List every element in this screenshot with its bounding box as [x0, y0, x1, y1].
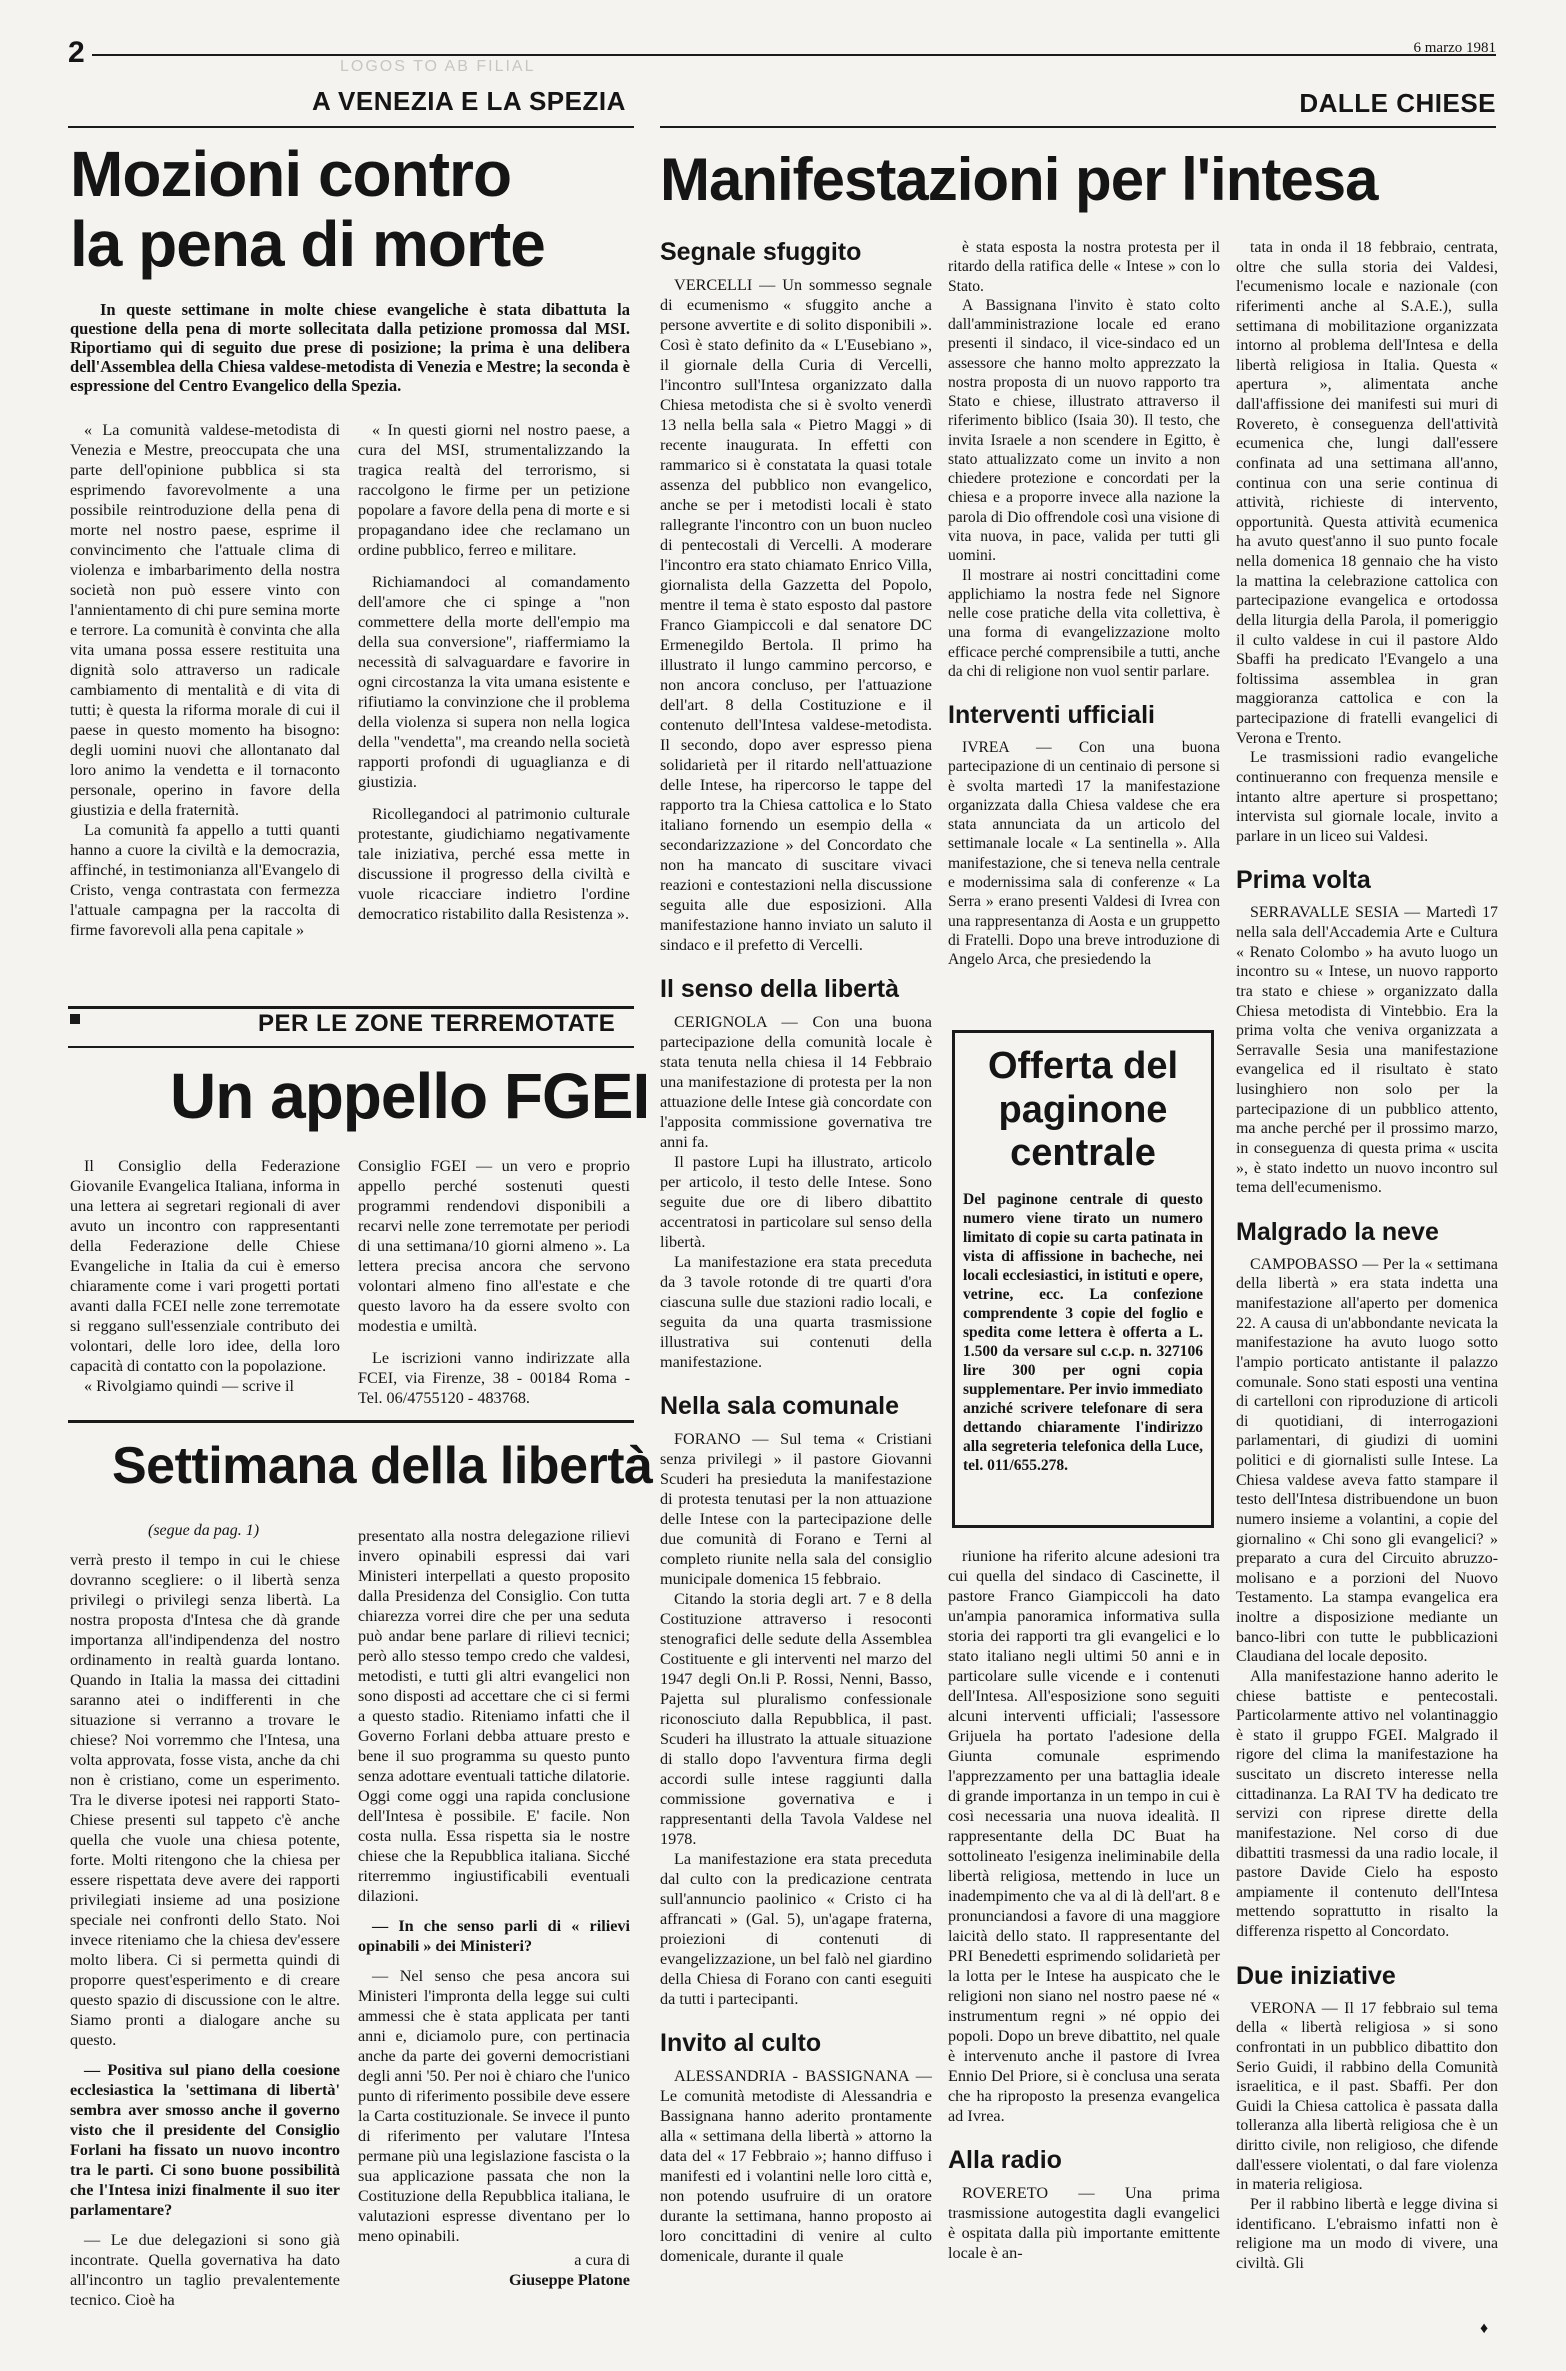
paragraph: IVREA — Con una buona partecipazione di un centinaio di persone si è svolta martedì 17 la manifestazione organizzata dalla Chiesa valdese che era stata annunciata da un articolo del settimanale locale « La sentinella ». Alla manifestazione, che si teneva nella centrale e modernissima sala di conferenze « La Serra » erano presenti Valdesi di Ivrea con una rappresentanza di Aosta e un gruppetto di Fratelli. Dopo una breve introduzione di Angelo Arca, che presiedendo la: [948, 739, 1220, 969]
paragraph: — In che senso parli di « rilievi opinabili » dei Ministeri?: [358, 1917, 630, 1955]
paragraph: Le iscrizioni vanno indirizzate alla FCEI, via Firenze, 38 - 00184 Roma - Tel. 06/4755120 - 483768.: [358, 1349, 630, 1407]
paragraph: VERCELLI — Un sommesso segnale di ecumenismo « sfuggito anche a persone avvertite e di solito disponibili ». Così è stato definito da « L'Eusebiano », il giornale della Curia di Vercelli, l'incontro sull'Intesa organizzato dalla Chiesa metodista che si è svolto venerdì 13 nella bella sala « Pietro Maggi » di recente inaugurata. In effetti con rammarico si è constatata la quasi totale assenza del pubblico non evangelico, anche se per i metodisti locali è stato rallegrante l'incontro con un buon nucleo di pentecostali di Vercelli. A moderare l'incontro era stato chiamato Enrico Villa, giornalista della Gazzetta del Popolo, mentre il tema è stato esposto dal pastore Franco Giampiccoli e dal senatore DC Ermenegildo Bertola. Il primo ha illustrato il lungo cammino percorso, e non ancora concluso, per l'attuazione dell'art. 8 della Costituzione e il contenuto dell'Intesa valdese-metodista. Il secondo, dopo aver espresso piena solidarietà per il ritardo nell'attuazione delle Intese, ha ripercorso le tappe del rapporto tra la Chiesa cattolica e lo Stato italiano fornendo un esempio della « secondarizzazione » del Concordato che non ha mancato di suscitare vivaci reazioni e contestazioni nella discussione seguita alle due esposizioni. Alla manifestazione hanno inviato un saluto il sindaco e il prefetto di Vercelli.: [660, 276, 932, 954]
paragraph: Il mostrare ai nostri concittadini come applichiamo la nostra fede nel Signore nelle cose pratiche della vita collettiva, è una forma di evangelizzazione molto efficace perché comprensibile a tutti, anche da chi di religione non vuol sentir parlare.: [948, 566, 1220, 680]
section-rule-left: [68, 126, 634, 128]
signature-pre: a cura di: [574, 2251, 630, 2269]
page-number: 2: [68, 36, 85, 69]
mozioni-title: [70, 138, 545, 280]
subheading: Segnale sfuggito: [660, 238, 862, 266]
subheading: Alla radio: [948, 2146, 1062, 2174]
paragraph: La manifestazione era stata preceduta da 3 tavole rotonde di tre quarti d'ora ciascuna sulle due stazioni radio locali, e seguita da una quarta trasmissione illustrativa sui contenuti della manifestazione.: [660, 1253, 932, 1371]
paragraph: FORANO — Sul tema « Cristiani senza privilegi » il pastore Giovanni Scuderi ha presieduta la manifestazione di protesta tenutasi per la non attuazione delle Intese con la partecipazione delle due comunità di Forano e Terni al completo riunite nella sala del consiglio municipale domenica 15 febbraio.: [660, 1430, 932, 1588]
settimana-rule: [68, 1420, 634, 1423]
mozioni-title-line2: la pena di morte: [70, 208, 545, 280]
signature: Giuseppe Platone: [509, 2271, 630, 2289]
mozioni-title-line1: Mozioni contro: [70, 138, 512, 210]
paragraph: Il pastore Lupi ha illustrato, articolo per articolo, il testo delle Intese. Sono seguite due ore di libero dibattito accentratosi in particolare sul senso della libertà.: [660, 1153, 932, 1251]
offerta-text: Del paginone centrale di questo numero viene tirato un numero limitato di copie su carta patinata in vista di affissione in bacheche, nei locali ecclesiastici, in istituti e opere, vetrine, ecc. La confezione comprendente 3 copie del foglio e spedita come lettera è offerta a L. 1.500 da versare sul c.c.p. n. 327106 lire 300 per ogni copia supplementare. Per invio immediato anziché scrivere telefonare di sera dettando chiaramente l'indirizzo alla segreteria telefonica della Luce, tel. 011/655.278.: [963, 1191, 1203, 1475]
terremotate-rule-2: [68, 1046, 634, 1048]
paragraph: — Nel senso che pesa ancora sui Ministeri l'impronta della legge sui culti ammessi che è stata applicata per tanti anni e, diciamolo pure, con pertinacia anche da parte dei governi democristiani degli anni '50. Per noi è chiaro che l'unico punto di riferimento possibile deve essere la Carta costituzionale. Se invece il punto di riferimento per valutare l'Intesa permane più una legislazione fascista o la sua applicazione passata che non la Costituzione della Repubblica italiana, le valutazioni espresse diventano per lo meno opinabili.: [358, 1967, 630, 2245]
ghost-text: LOGOS TO AB FILIAL: [340, 58, 536, 75]
paragraph: VERONA — Il 17 febbraio sul tema della « libertà religiosa » si sono confrontati in un pubblico dibattito don Serio Guidi, il rabbino della Comunità israelitica, e il past. Sbaffi. Per don Guidi la Chiesa cattolica è passata dalla tolleranza alla libertà religiosa che è un diritto civile, non religioso, che difende dall'essere violentati, o dal fare violenza in materia religiosa.: [1236, 1999, 1498, 2194]
paragraph: CAMPOBASSO — Per la « settimana della libertà » era stata indetta una manifestazione all'aperto per domenica 22. A causa di un'abbondante nevicata la manifestazione ha avuto luogo sotto l'ampio porticato antistante il palazzo comunale. Sono stati esposti una ventina di cartelloni con riproduzione di articoli di quotidiani, di interrogazioni parlamentari, di giudizi di uomini politici e di giornalisti sulle Intese. La Chiesa valdese aveva fatto stampare il testo dell'Intesa distribuendone un buon numero insieme a volantini, a copie del giornalino « Chi sono gli evangelici? » preparato a cura del Circuito abruzzo-molisano e a porzioni del Nuovo Testamento. La stampa evangelica era inoltre a disposizione mediante un banco-libri con tutte le pubblicazioni Claudiana del locale deposito.: [1236, 1255, 1498, 1666]
paragraph: riunione ha riferito alcune adesioni tra cui quella del sindaco di Cascinette, il pastore Franco Giampiccoli ha dato un'ampia panoramica informativa sulla storia dei rapporti tra gli evangelici e lo stato italiano negli ultimi 50 anni e in particolare sulle vicende e i contenuti dell'Intesa. All'esposizione sono seguiti alcuni interventi ufficiali; l'assessore Grijuela ha portato l'adesione della Giunta comunale esprimendo l'apprezzamento per una battaglia ideale di grande importanza in un tempo in cui è così necessaria una nuova idealità. Il rappresentante della DC Buat ha sottolineato l'esigenza ineliminabile della libertà religiosa, mettendo in luce un inadempimento che va al di là dell'art. 8 e pronunciandosi a favore di una maggiore laicità dello stato. Il rappresentante del PRI Benedetti esprimendo solidarietà per la lotta per le Intese ha auspicato che le religioni non siano nel nostro paese né « instrumentum regni » né oppio dei popoli. Dopo un breve dibattito, nel quale è intervenuto anche il pastore di Ivrea Ennio Del Priore, si è conclusa una serata che ha riproposto la presenza evangelica ad Ivrea.: [948, 1547, 1220, 2125]
paragraph: ROVERETO — Una prima trasmissione autogestita dagli evangelici è ospitata dalla più importante emittente locale è an-: [948, 2184, 1220, 2262]
terremotate-marker: [70, 1014, 80, 1024]
subheading: Nella sala comunale: [660, 1392, 900, 1420]
paragraph: verrà presto il tempo in cui le chiese dovranno scegliere: o il libertà senza privilegi o privilegi senza libertà. La nostra proposta d'Intesa che dà grande importanza all'indipendenza del nostro ordinamento in realtà guarda lontano. Quando in Italia la massa dei cittadini saranno atei o indifferenti in che situazione si verranno a trovare le chiese? Noi vorremmo che l'Intesa, una volta approvata, fosse vista, anche da chi non è cristiano, come un esperimento. Tra le diverse ipotesi nei rapporti Stato-Chiese presenti sul tappeto c'è anche quella che vuole una chiesa potente, forte. Molti ritengono che la chiesa per essere rispettata deve avere dei rapporti privilegiati insieme ad una posizione speciale nei confronti dello Stato. Noi invece riteniamo che la chiesa dev'essere molto libera. Ci si permetta quindi di proporre quest'esperimento e di creare questo spazio di discussione con le altre. Siamo pronti a dialogare anche su questo.: [70, 1551, 340, 2049]
offerta-title: Offerta del paginone centrale: [987, 1045, 1179, 1175]
paragraph: A Bassignana l'invito è stato colto dall'amministrazione locale ed erano presenti il sindaco, il vice-sindaco ed un assessore che hanno molto apprezzato la nostra proposta di un nuovo rapporto tra Stato e chiese, illustrato attraverso il riferimento biblico (Isaia 30). Il testo, che invita Israele a non scendere in Egitto, è stato attualizzato come un invito a non chiedere protezione e concordati per la chiesa e a proporre invece alla nazione la parola di Dio offrendole così una visione di vita nuova, in pace, valida per tutti gli uomini.: [948, 296, 1220, 565]
terremotate-col1: [70, 1156, 340, 1396]
paragraph: Per il rabbino libertà e legge divina si identificano. L'ebraismo infatti non è religione ma un modo di vivere, una civiltà. Gli: [1236, 2195, 1498, 2272]
settimana-col1: [70, 1550, 340, 2310]
manifestazioni-col1: [660, 238, 932, 2266]
paragraph: — Le due delegazioni si sono già incontrate. Quella governativa ha dato all'incontro un taglio prevalentemente tecnico. Cioè ha: [70, 2231, 340, 2309]
paragraph: Alla manifestazione hanno aderito le chiese battiste e pentecostali. Particolarmente attivo nel volantinaggio è stato il gruppo FGEI. Malgrado il rigore del clima la manifestazione ha suscitato un discreto interesse nella cittadinanza. La RAI TV ha dedicato tre servizi con riprese dirette della manifestazione. Nel corso di due dibattiti trasmessi da una radio locale, il pastore Davide Cielo ha esposto ampiamente il contenuto dell'Intesa mettendo soprattutto in risalto la differenza rispetto al Concordato.: [1236, 1667, 1498, 1940]
mozioni-col1: [70, 420, 340, 940]
offerta-box: [952, 1030, 1214, 1528]
paragraph: presentato alla nostra delegazione rilievi invero opinabili espressi dai vari Ministeri interpellati a questo proposito dalla Presidenza del Consiglio. Con tutta chiarezza vorrei dire che per una seduta può andar bene parlare di rilievi tecnici; però allo stesso tempo credo che valdesi, metodisti, e tutti gli altri evangelici non sono disposti ad accettare che ci si fermi a questo stadio. Riteniamo infatti che il Governo Forlani debba attuare presto e bene il suo programma su questo punto senza adottare eventuali tattiche dilatorie. Oggi come oggi una rapida conclusione dell'Intesa è possibile. E' facile. Non costa nulla. Essa rispetta sia le nostre chiese che la Repubblica italiana. Sicché riterremmo ingiustificabili eventuali dilazioni.: [358, 1527, 630, 1905]
paragraph: è stata esposta la nostra protesta per il ritardo della ratifica delle « Intese » con lo Stato.: [948, 239, 1220, 295]
header-rule: [92, 54, 1496, 56]
mozioni-col2: [358, 420, 630, 924]
settimana-col2: [358, 1526, 630, 2290]
subheading: Il senso della libertà: [660, 975, 899, 1003]
paragraph: Citando la storia degli art. 7 e 8 della Costituzione attraverso i resoconti stenografici delle sedute della Assemblea Costituente e gli interventi nel marzo del 1947 degli On.li P. Rossi, Nenni, Basso, Pajetta sul pluralismo confessionale riconosciuto dalla Repubblica, il past. Scuderi ha illustrato la attuale situazione di stallo dopo l'avventura firma degli accordi sulle intese raggiunti dalla commissione governativa e i rappresentanti della Tavola Valdese nel 1978.: [660, 1590, 932, 1848]
subheading: Malgrado la neve: [1236, 1217, 1439, 1246]
terremotate-section: PER LE ZONE TERREMOTATE: [258, 1010, 616, 1037]
terremotate-rule: [68, 1006, 634, 1009]
mozioni-intro: In queste settimane in molte chiese evangeliche è stata dibattuta la questione della pena di morte sollecitata dalla petizione promossa dal MSI. Riportiamo qui di seguito due prese di posizione; la prima è una delibera dell'Assemblea della Chiesa valdese-metodista di Venezia e Mestre; la seconda è espressione del Centro Evangelico della Spezia.: [70, 300, 630, 395]
terremotate-col2: [358, 1156, 630, 1408]
settimana-segue: (segue da pag. 1): [148, 1522, 260, 1539]
subheading: Invito al culto: [660, 2029, 822, 2057]
paragraph: « La comunità valdese-metodista di Venezia e Mestre, preoccupata che una parte dell'opinione pubblica si sta esprimendo favorevolmente a una possibile reintroduzione della pena di morte nel nostro paese, esprime il convincimento che l'attuale clima di violenza e imbarbarimento della nostra società non può essere vinto con l'annientamento di chi pure semina morte e terrore. La comunità è convinta che alla vita umana possa essere restituita una dignità solo attraverso un radicale cambiamento di mentalità e di vita di tutti; è questa la riforma morale di cui il paese in questo momento ha bisogno: degli uomini nuovi che allontanato dal loro animo la vendetta e il tornaconto personale, operino in favore della giustizia e della fraternità.: [70, 421, 340, 819]
paragraph: tata in onda il 18 febbraio, centrata, oltre che sulla storia dei Valdesi, l'ecumenismo locale e nazionale (con riferimenti anche al S.A.E.), sulla settimana di mobilitazione organizzata intorno al problema dell'Intesa e della libertà religiosa in Italia. Questa « apertura », alimentata anche dall'affissione dei manifesti sui muri di Rovereto, è conseguenza dell'attività ecumenica che, lungi dall'essere confinata ad una settimana all'anno, continua con una serie continua di attività, richieste di intervento, opportunità. Questa attività ecumenica ha avuto quest'anno il suo punto focale nella domenica 18 gennaio che ha visto la mattina la celebrazione cattolica con partecipazione evangelica e ortodossa della liturgia della Parola, il pomeriggio il culto valdese in cui il pastore Aldo Sbaffi ha predicato l'Evangelo a una foltissima assemblea in gran maggioranza cattolica e con la partecipazione di fratelli evangelici di Verona e Trento.: [1236, 239, 1498, 747]
manifestazioni-title: Manifestazioni per l'intesa: [660, 146, 1378, 213]
paragraph: Ricollegandoci al patrimonio culturale protestante, giudichiamo negativamente tale iniziativa, perché essa mette in discussione il progresso della civiltà e vuole ricacciare indietro l'ordine democratico ristabilito dalla Resistenza ».: [358, 805, 630, 923]
settimana-title: Settimana della libertà: [112, 1437, 653, 1495]
paragraph: « In questi giorni nel nostro paese, a cura del MSI, strumentalizzando la tragica realtà del terrorismo, si raccolgono le firme per un petizione popolare a favore della pena di morte e si propagandano idee che reclamano un ordine pubblico, ferreo e militare.: [358, 421, 630, 559]
manifestazioni-col3: [1236, 238, 1498, 2273]
paragraph: Le trasmissioni radio evangeliche continueranno con frequenza mensile e intanto altre aperture si prospettano; intervista sul giornale locale, invito a parlare in un liceo sui Valdesi.: [1236, 749, 1498, 845]
section-chiese: DALLE CHIESE: [1299, 88, 1496, 118]
paragraph: La comunità fa appello a tutti quanti hanno a cuore la civiltà e la democrazia, affinché, in testimonianza all'Evangelo di Cristo, venga contrastata con fermezza l'attuale campagna per la raccolta di firme favorevoli alla pena capitale »: [70, 821, 340, 939]
paragraph: Richiamandoci al comandamento dell'amore che ci spinge a "non commettere della morte dell'empio ma della sua conversione", riaffermiamo la necessità di salvaguardare e favorire in ogni circostanza la vita umana esistente e rifiutiamo la convinzione che il problema della violenza si supera non nella logica della "vendetta", ma creando nella società rapporti profondi di uguaglianza e di giustizia.: [358, 573, 630, 791]
paragraph: SERRAVALLE SESIA — Martedì 17 nella sala dell'Accademia Arte e Cultura « Renato Colombo » ha avuto luogo un incontro su « Intese, un nuovo rapporto tra stato e chiese » organizzato dalla Chiesa metodista di Vintebbio. Era la prima volta che veniva organizzata a Serravalle Sesia una manifestazione evangelica ed il risultato è stato lusinghiero non solo per la partecipazione di un pubblico attento, ma anche perché per il prossimo marzo, in conseguenza di questa prima « uscita », è stato indetto un nuovo incontro sul tema dell'ecumenismo.: [1236, 904, 1498, 1197]
manifestazioni-col2-top: [948, 238, 1220, 969]
subheading: Prima volta: [1236, 866, 1371, 895]
paragraph: « Rivolgiamo quindi — scrive il: [84, 1377, 294, 1395]
paragraph: CERIGNOLA — Con una buona partecipazione della comunità locale è stata tenuta nella chiesa il 14 Febbraio una manifestazione di protesta per la non attuazione delle Intese già concordate con l'apposita commissione governativa tre anni fa.: [660, 1013, 932, 1151]
continue-mark: ♦: [1480, 2320, 1489, 2337]
manifestazioni-col2-bottom: [948, 1546, 1220, 2263]
subheading: Interventi ufficiali: [948, 701, 1155, 730]
paragraph: — Positiva sul piano della coesione ecclesiastica la 'settimana di libertà' sembra aver smosso anche il governo visto che il presidente del Consiglio Forlani ha fissato un nuovo incontro tra le parti. Ci sono buone possibilità che l'Intesa inizi finalmente il suo iter parlamentare?: [70, 2061, 340, 2219]
subheading: Due iniziative: [1236, 1961, 1396, 1990]
paragraph: Il Consiglio della Federazione Giovanile Evangelica Italiana, informa in una lettera ai segretari regionali di aver avuto un incontro con rappresentanti della Federazione delle Chiese Evangeliche in Italia da cui è emerso chiaramente come i vari progetti portati avanti dalla FCEI nelle zone terremotate si reggano sull'essenziale contributo dei volontari, delle loro idee, della loro capacità di contatto con la popolazione.: [70, 1157, 340, 1375]
section-rule-right: [660, 126, 1496, 128]
section-venezia: A VENEZIA E LA SPEZIA: [312, 86, 626, 116]
paragraph: La manifestazione era stata preceduta dal culto con la predicazione centrata sull'annuncio paolinico « Cristo ci ha affrancati » (Gal. 5), un'agape fraterna, proiezioni di contenuti di evangelizzazione, un bel falò nel giardino della Chiesa di Forano con canti eseguiti da tutti i partecipanti.: [660, 1850, 932, 2008]
issue-date: 6 marzo 1981: [1413, 40, 1496, 56]
paragraph: ALESSANDRIA - BASSIGNANA — Le comunità metodiste di Alessandria e Bassignana hanno aderito prontamente alla « settimana della libertà » attorno la data del « 17 Febbraio »; hanno diffuso i manifesti ed i volantini nelle loro città e, non potendo usufruire di un oratore durante la settimana, hanno proposto ai loro concittadini di venire al culto domenicale, durante il quale: [660, 2067, 932, 2265]
terremotate-title: Un appello FGEI: [170, 1060, 650, 1132]
paragraph: Consiglio FGEI — un vero e proprio appello perché sostenuti questi programmi rendendovi disponibili a recarvi nelle zone terremotate per periodi di una settimana/10 giorni almeno ». La lettera precisa ancora che servono volontari almeno fino all'estate e che questo lavoro ha da essere svolto con modestia e umiltà.: [358, 1157, 630, 1335]
